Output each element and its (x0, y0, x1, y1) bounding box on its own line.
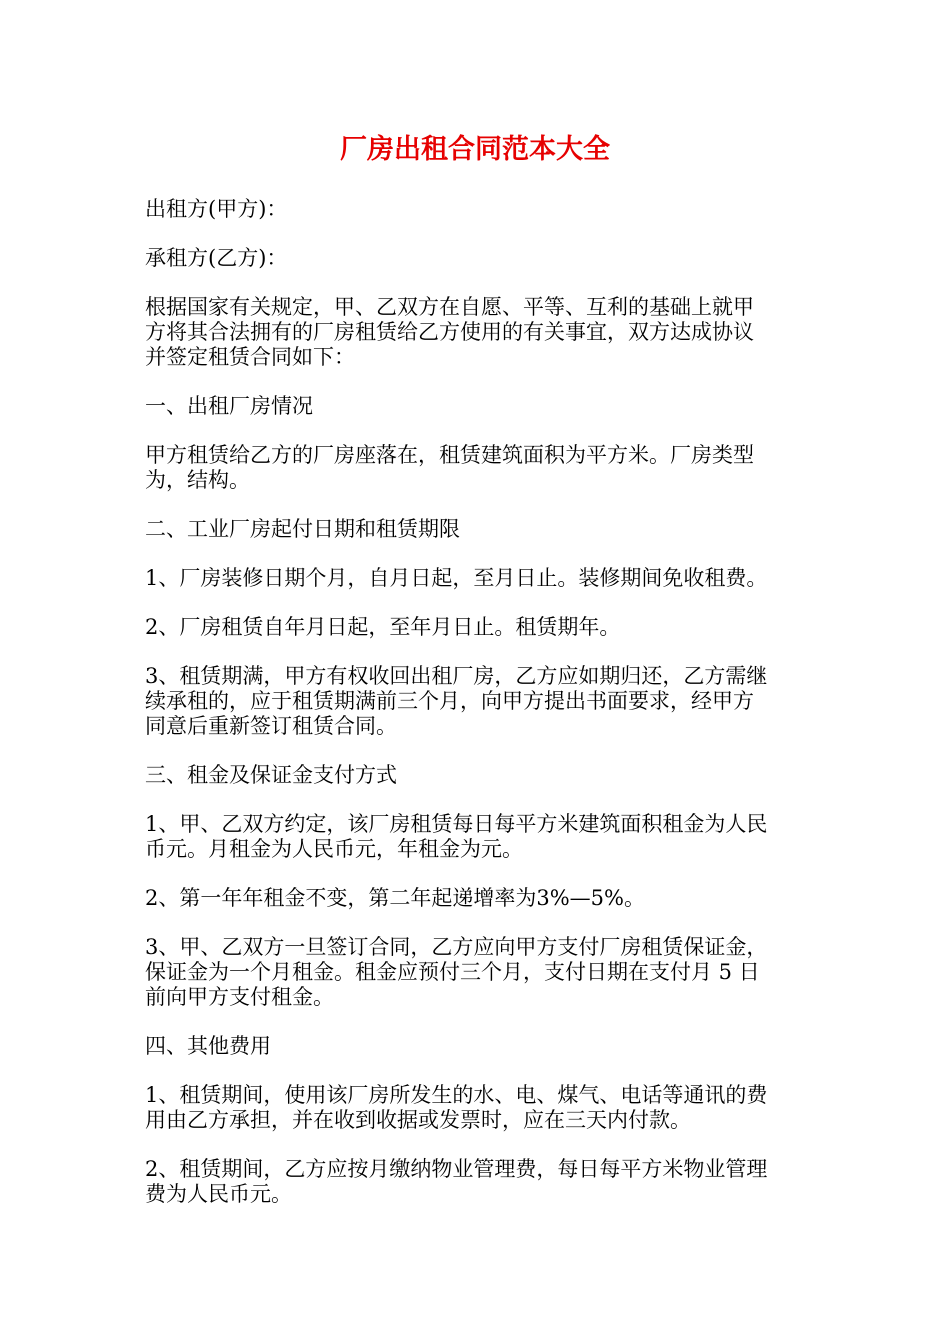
section-3-clause-3: 3、甲、乙双方一旦签订合同，乙方应向甲方支付厂房租赁保证金， 保证金为一个月租金。租金应预付三个月，支付日期在支付月 5 日 前向甲方支付租金。 (145, 935, 768, 1009)
preamble-paragraph: 根据国家有关规定，甲、乙双方在自愿、平等、互利的基础上就甲 方将其合法拥有的厂房租赁给乙方使用的有关事宜，双方达成协议 并签定租赁合同如下： (145, 295, 754, 369)
section-heading-1: 一、出租厂房情况 (145, 394, 313, 418)
section-heading-2: 二、工业厂房起付日期和租赁期限 (145, 517, 460, 541)
section-1-paragraph: 甲方租赁给乙方的厂房座落在，租赁建筑面积为平方米。厂房类型 为，结构。 (145, 443, 754, 492)
party-a-line: 出租方(甲方)： (145, 197, 288, 221)
section-4-clause-2: 2、租赁期间，乙方应按月缴纳物业管理费，每日每平方米物业管理 费为人民币元。 (145, 1157, 768, 1206)
section-2-clause-3: 3、租赁期满，甲方有权收回出租厂房，乙方应如期归还，乙方需继 续承租的，应于租赁期满前三个月，向甲方提出书面要求，经甲方 同意后重新签订租赁合同。 (145, 664, 768, 738)
section-2-clause-1: 1、厂房装修日期个月，自月日起，至月日止。装修期间免收租费。 (145, 566, 768, 590)
section-heading-3: 三、租金及保证金支付方式 (145, 763, 397, 787)
section-3-clause-1: 1、甲、乙双方约定，该厂房租赁每日每平方米建筑面积租金为人民 币元。月租金为人民币元，年租金为元。 (145, 812, 768, 861)
section-3-clause-2: 2、第一年年租金不变，第二年起递增率为3%—5%。 (145, 886, 645, 910)
document-title: 厂房出租合同范本大全 (340, 134, 610, 165)
section-2-clause-2: 2、厂房租赁自年月日起，至年月日止。租赁期年。 (145, 615, 621, 639)
section-4-clause-1: 1、租赁期间，使用该厂房所发生的水、电、煤气、电话等通讯的费 用由乙方承担，并在收到收据或发票时，应在三天内付款。 (145, 1083, 768, 1132)
section-heading-4: 四、其他费用 (145, 1034, 271, 1058)
party-b-line: 承租方(乙方)： (145, 246, 288, 270)
